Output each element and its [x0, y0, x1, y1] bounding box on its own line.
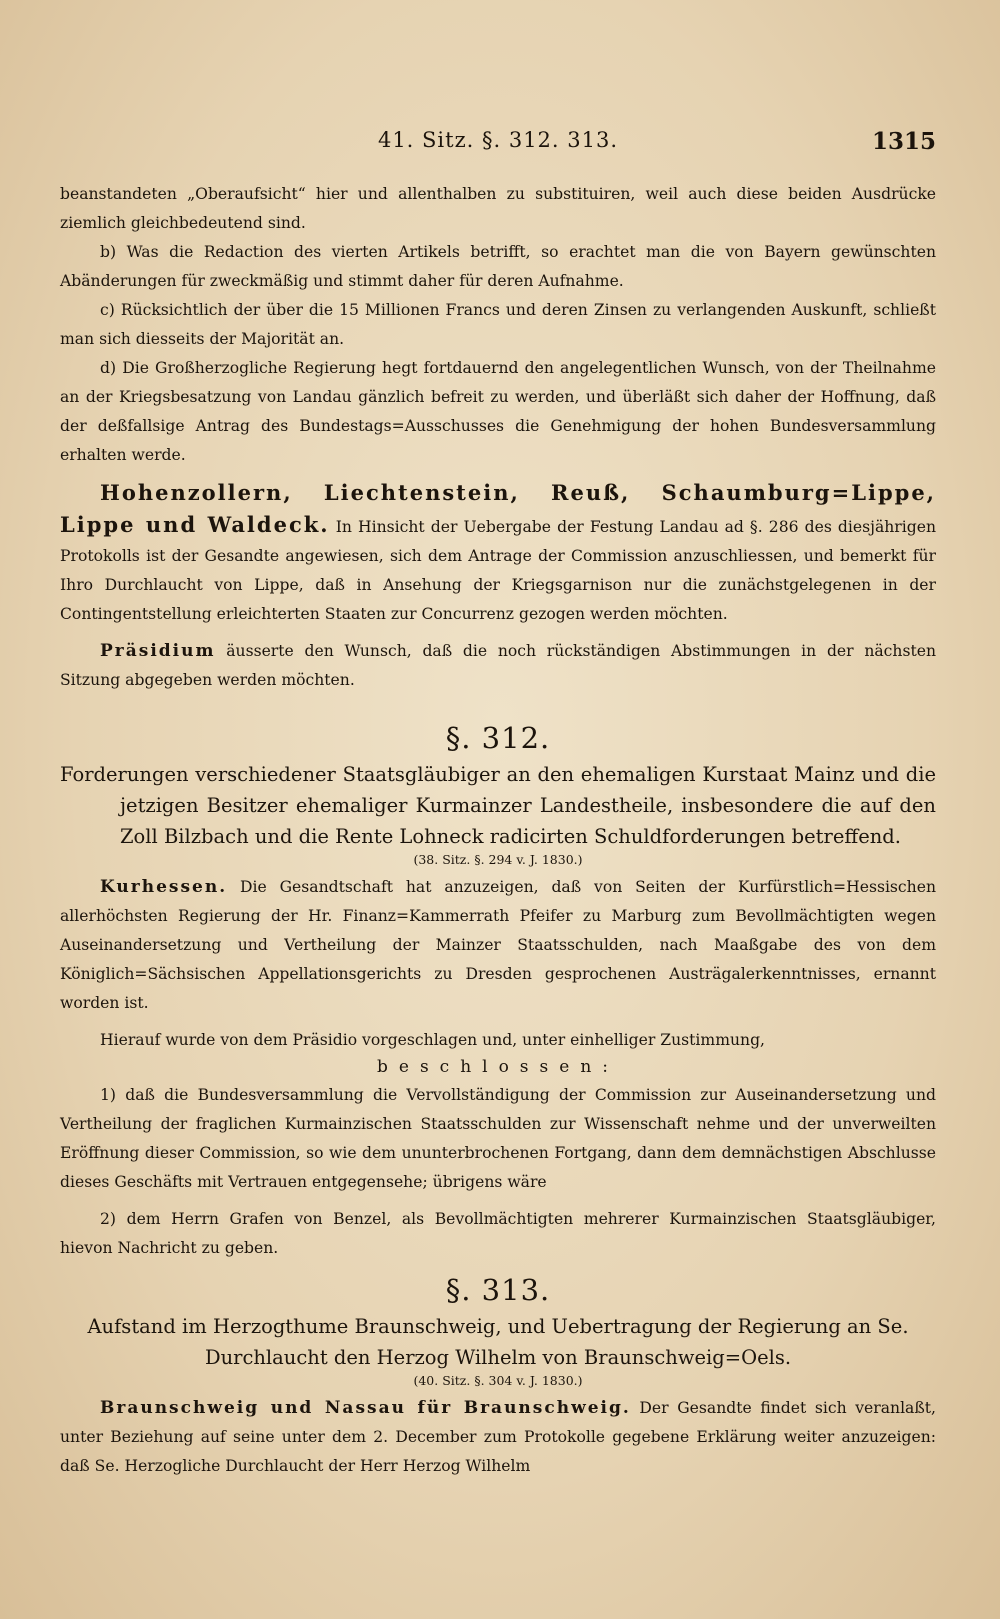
- page-header: [60, 128, 936, 164]
- kurhessen-text: Die Gesandtschaft hat anzuzeigen, daß von Seiten der Kurfürstlich=Hessischen allerhöchsten Regierung der Hr. Finanz=Kammerrath Pfeifer zu Marburg zum Bevollmächtigten wegen Auseinandersetzung und Vertheilung der Mainzer Staatsschulden, nach Maaßgabe des von dem Königlich=Sächsischen Appellationsgerichts zu Dresden gesprochenen Austrägalerkenntnisses, ernannt worden ist.: [60, 878, 936, 1012]
- hohenzollern-states: Hohenzollern, Liechtenstein, Reuß, Schaumburg=Lippe, Lippe und Waldeck.: [60, 480, 936, 537]
- item-text: Die Großherzogliche Regierung hegt fortdauernd den angelegentlichen Wunsch, von der Theilnahme an der Kriegsbesatzung von Landau gänzlich befreit zu werden, und überläßt sich daher der Hoffnung, daß der deßfallsige Antrag des Bundestags=Ausschusses die Genehmigung der hohen Bundesversammlung erhalten werde.: [60, 359, 936, 464]
- page-body: [60, 180, 936, 1481]
- item-label: b): [100, 243, 117, 261]
- praesidium-paragraph: [60, 637, 936, 695]
- section-313-title: Aufstand im Herzogthume Braunschweig, und Uebertragung der Regierung an Se. Durchlaucht den Herzog Wilhelm von Braunschweig=Oels.: [87, 1315, 909, 1369]
- resolution-2: 2) dem Herrn Grafen von Benzel, als Bevollmächtigten mehrerer Kurmainzischen Staatsgläubiger, hievon Nachricht zu geben.: [60, 1210, 936, 1257]
- braunschweig-label: Braunschweig und Nassau für Braunschweig.: [100, 1398, 631, 1418]
- kurhessen-label: Kurhessen.: [100, 877, 228, 897]
- braunschweig-paragraph: [60, 1394, 936, 1481]
- continuation-paragraph: beanstandeten „Oberaufsicht“ hier und allenthalben zu substituiren, weil auch diese beiden Ausdrücke ziemlich gleichbedeutend sind.: [60, 185, 936, 232]
- section-312-reference: (38. Sitz. §. 294 v. J. 1830.): [413, 852, 583, 867]
- hohenzollern-paragraph: [60, 478, 936, 629]
- proposal-paragraph: Hierauf wurde von dem Präsidio vorgeschlagen und, unter einhelliger Zustimmung,: [100, 1031, 766, 1049]
- section-312-title: Forderungen verschiedener Staatsgläubiger an den ehemaligen Kurstaat Mainz und die jetzigen Besitzer ehemaliger Kurmainzer Landestheile, insbesondere die auf den Zoll Bilzbach und die Rente Lohneck radicirten Schuldforderungen betreffend.: [60, 763, 936, 848]
- item-label: d): [100, 359, 117, 377]
- item-text: Rücksichtlich der über die 15 Millionen Francs und deren Zinsen zu verlangenden Auskunft, schließt man sich diesseits der Majorität an.: [60, 301, 936, 348]
- item-label: c): [100, 301, 115, 319]
- section-312-number: §. 312.: [445, 721, 551, 755]
- resolution-1: 1) daß die Bundesversammlung die Vervollständigung der Commission zur Auseinandersetzung und Vertheilung der fraglichen Kurmainzischen Staatsschulden zur Wissenschaft nehme und der unverweilten Eröffnung dieser Commission, so wie dem ununterbrochenen Fortgang, dann dem demnächstigen Abschlusse dieses Geschäfts mit Vertrauen entgegensehe; übrigens wäre: [60, 1086, 936, 1191]
- section-313-reference: (40. Sitz. §. 304 v. J. 1830.): [413, 1373, 583, 1388]
- page-number: 1315: [871, 128, 936, 155]
- running-head: 41. Sitz. §. 312. 313.: [377, 128, 619, 152]
- item-text: Was die Redaction des vierten Artikels betrifft, so erachtet man die von Bayern gewünschten Abänderungen für zweckmäßig und stimmt daher für deren Aufnahme.: [60, 243, 936, 290]
- section-313-number: §. 313.: [445, 1273, 551, 1307]
- item-b: [60, 238, 936, 296]
- resolved-heading: beschlossen:: [377, 1057, 619, 1077]
- kurhessen-paragraph: [60, 873, 936, 1018]
- braunschweig-text: Der Gesandte findet sich veranlaßt, unter Beziehung auf seine unter dem 2. December zum Protokolle gegebene Erklärung weiter anzuzeigen: daß Se. Herzogliche Durchlaucht der Herr Herzog Wilhelm: [60, 1399, 936, 1475]
- praesidium-text: äusserte den Wunsch, daß die noch rückständigen Abstimmungen in der nächsten Sitzung abgegeben werden möchten.: [60, 642, 936, 689]
- item-d: [60, 354, 936, 470]
- hohenzollern-text: In Hinsicht der Uebergabe der Festung Landau ad §. 286 des diesjährigen Protokolls ist der Gesandte angewiesen, sich dem Antrage der Commission anzuschliessen, und bemerkt für Ihro Durchlaucht von Lippe, daß in Ansehung der Kriegsgarnison nur die zunächstgelegenen in der Contingentstellung erleichterten Staaten zur Concurrenz gezogen werden möchten.: [60, 518, 936, 623]
- item-c: [60, 296, 936, 354]
- praesidium-label: Präsidium: [100, 641, 216, 661]
